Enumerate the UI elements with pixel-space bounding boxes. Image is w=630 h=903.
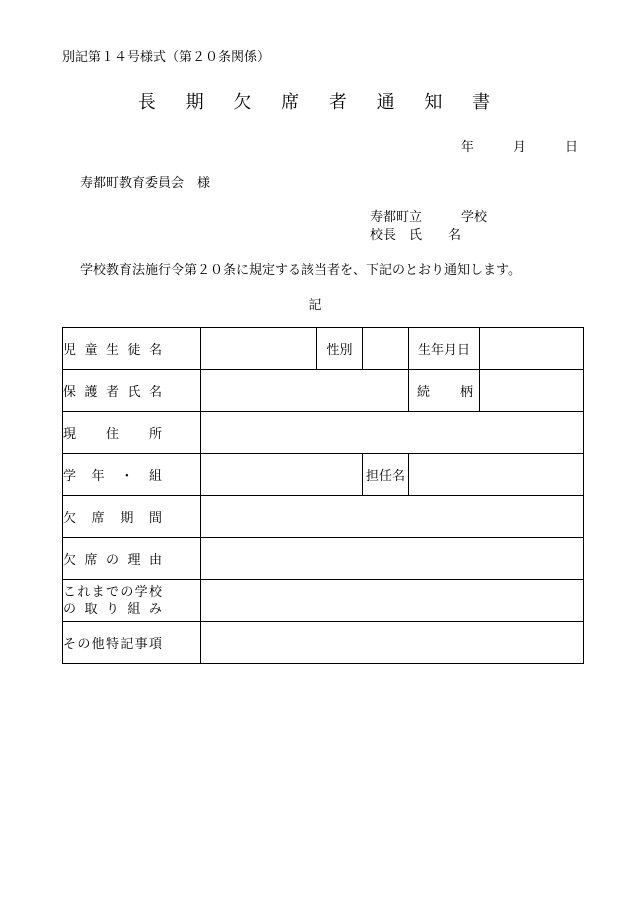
label-char: 理: [127, 553, 141, 568]
label-char: の: [105, 553, 119, 568]
grade-class-field[interactable]: [201, 454, 363, 496]
label-char: 他: [91, 637, 105, 652]
absence-period-field[interactable]: [201, 496, 584, 538]
label-char: ・: [120, 469, 134, 484]
title-char: 通: [376, 92, 397, 113]
label-char: そ: [63, 637, 77, 652]
label-char: 組: [127, 601, 141, 617]
label-char: 記: [120, 637, 134, 652]
title-char: 書: [472, 92, 493, 113]
table-row: [63, 496, 584, 538]
label-char: 護: [84, 385, 98, 400]
label-char: 氏: [127, 385, 141, 400]
label-char: の: [63, 601, 77, 617]
school-efforts-field[interactable]: [201, 580, 584, 622]
label-char: 現: [63, 427, 77, 442]
dob-label: 生年月日: [409, 328, 480, 370]
guardian-name-field[interactable]: [201, 370, 409, 412]
document-title: [0, 88, 630, 114]
label-char: 間: [148, 511, 162, 526]
label-char: 徒: [127, 343, 141, 358]
label-char: 期: [120, 511, 134, 526]
label-char: 取: [84, 601, 98, 617]
relation-field[interactable]: [480, 370, 584, 412]
label-char: 住: [105, 427, 119, 442]
homeroom-teacher-label: 担任名: [363, 454, 409, 496]
student-name-field[interactable]: [201, 328, 317, 370]
label-char: ま: [91, 584, 105, 600]
label-char: 続: [417, 385, 431, 400]
label-char: 項: [148, 637, 162, 652]
label-char: 欠: [63, 553, 77, 568]
absence-reason-label: [63, 538, 201, 580]
other-notes-field[interactable]: [201, 622, 584, 664]
sender-school: 寿都町立 学校: [370, 210, 488, 225]
label-char: の: [120, 584, 134, 600]
gender-label: 性別: [317, 328, 363, 370]
label-char: 所: [148, 427, 162, 442]
label-char: 年: [91, 469, 105, 484]
address-label: [63, 412, 201, 454]
addressee: 寿都町教育委員会 様: [80, 176, 211, 191]
notification-form-table: [62, 327, 584, 664]
label-char: 席: [91, 511, 105, 526]
date-month: 月: [512, 140, 526, 155]
absence-period-label: [63, 496, 201, 538]
label-char: 柄: [460, 385, 474, 400]
relation-label: [409, 370, 480, 412]
gender-field[interactable]: [363, 328, 409, 370]
homeroom-teacher-field[interactable]: [409, 454, 584, 496]
address-field[interactable]: [201, 412, 584, 454]
ki-heading: 記: [308, 298, 322, 313]
title-char: 知: [424, 92, 445, 113]
label-char: 学: [134, 584, 148, 600]
label-char: 童: [84, 343, 98, 358]
absence-reason-field[interactable]: [201, 538, 584, 580]
table-row: [63, 622, 584, 664]
label-char: で: [105, 584, 119, 600]
label-char: 事: [134, 637, 148, 652]
table-row: [63, 412, 584, 454]
grade-class-label: [63, 454, 201, 496]
school-efforts-label: [63, 580, 201, 622]
label-char: 席: [84, 553, 98, 568]
title-char: 席: [281, 92, 302, 113]
label-char: り: [105, 601, 119, 617]
table-row: [63, 328, 584, 370]
label-char: 児: [63, 343, 77, 358]
label-char: 組: [148, 469, 162, 484]
date-year: 年: [460, 140, 474, 155]
title-char: 欠: [233, 92, 254, 113]
label-char: み: [148, 601, 162, 617]
table-row: [63, 580, 584, 622]
body-text: 学校教育法施行令第２０条に規定する該当者を、下記のとおり通知します。: [80, 263, 521, 278]
label-char: 欠: [63, 511, 77, 526]
student-name-label: [63, 328, 201, 370]
label-char: 由: [148, 553, 162, 568]
label-char: 名: [148, 385, 162, 400]
label-char: 名: [148, 343, 162, 358]
guardian-name-label: [63, 370, 201, 412]
label-char: 特: [105, 637, 119, 652]
label-char: 生: [105, 343, 119, 358]
other-notes-label: [63, 622, 201, 664]
date-line: [461, 136, 578, 155]
dob-field[interactable]: [480, 328, 584, 370]
table-row: [63, 454, 584, 496]
title-char: 長: [137, 92, 158, 113]
title-char: 者: [328, 92, 349, 113]
label-char: 保: [63, 385, 77, 400]
table-row: [63, 370, 584, 412]
label-char: 学: [63, 469, 77, 484]
table-row: [63, 538, 584, 580]
title-char: 期: [185, 92, 206, 113]
sender-principal: 校長 氏 名: [370, 228, 462, 243]
label-char: 校: [148, 584, 162, 600]
label-char: こ: [63, 584, 77, 600]
label-char: れ: [77, 584, 91, 600]
date-day: 日: [564, 140, 578, 155]
form-id-label: 別記第１４号様式（第２０条関係）: [62, 50, 271, 65]
label-char: の: [77, 637, 91, 652]
label-char: 者: [105, 385, 119, 400]
